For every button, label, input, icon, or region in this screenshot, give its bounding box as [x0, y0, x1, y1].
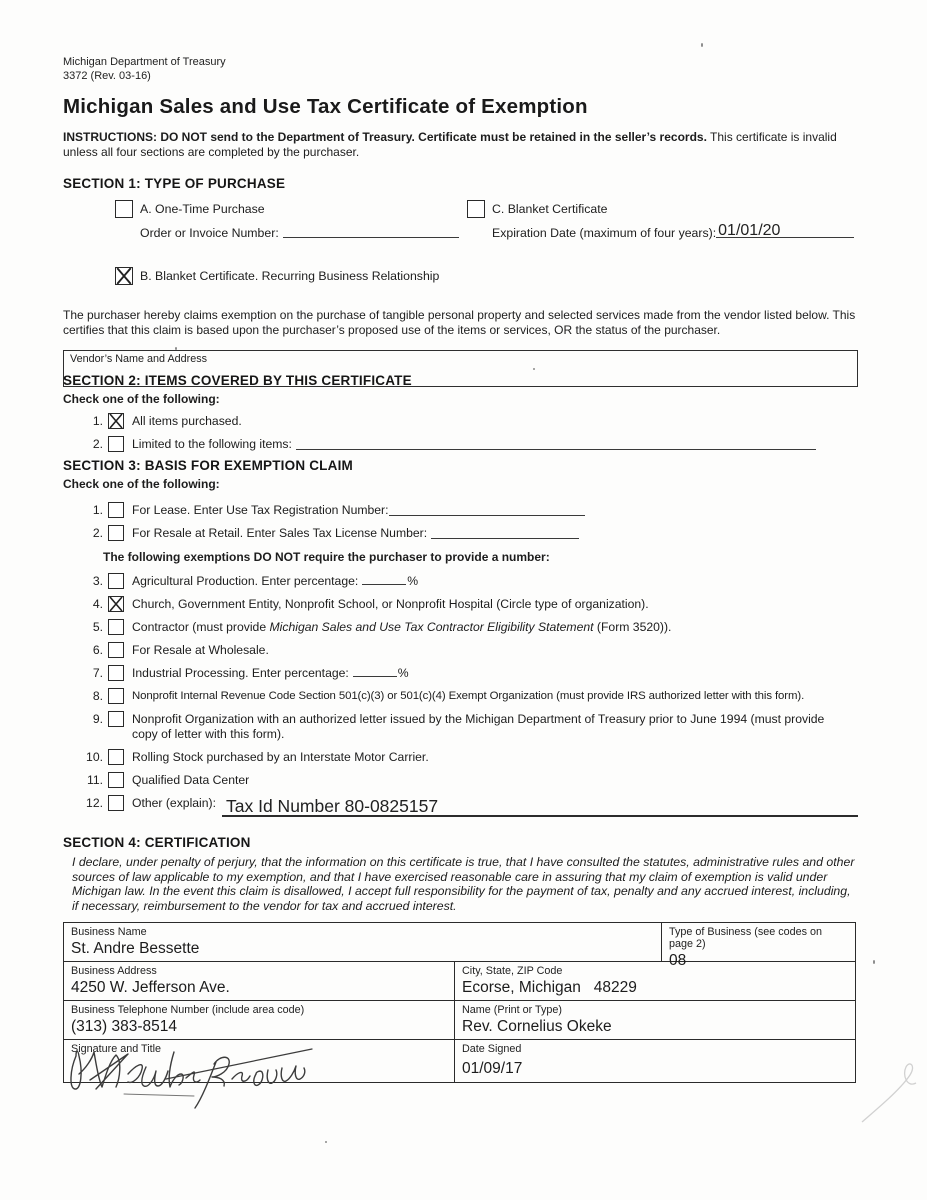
business-address-field[interactable]: Business Address 4250 W. Jefferson Ave.	[64, 962, 454, 1000]
name-print-field[interactable]: Name (Print or Type) Rev. Cornelius Okeke	[454, 1001, 855, 1039]
checkbox-industrial[interactable]	[108, 665, 124, 681]
sales-tax-license-field[interactable]	[431, 525, 579, 539]
order-invoice-label: Order or Invoice Number:	[140, 226, 279, 240]
expiration-date-field[interactable]	[716, 224, 854, 238]
section-4-heading: SECTION 4: CERTIFICATION	[63, 835, 251, 850]
telephone-field[interactable]: Business Telephone Number (include area code) (313) 383-8514	[64, 1001, 454, 1039]
use-tax-registration-field[interactable]	[389, 502, 585, 516]
s3-item-resale-retail: 2. For Resale at Retail. Enter Sales Tax License Number:	[63, 525, 858, 541]
vendor-box-label: Vendor’s Name and Address	[70, 353, 208, 365]
checkbox-nonprofit-501c[interactable]	[108, 688, 124, 704]
expiration-date-label: Expiration Date (maximum of four years):	[492, 226, 717, 240]
s3-item-industrial: 7. Industrial Processing. Enter percentage: %	[92, 666, 409, 680]
checkbox-resale-retail[interactable]	[108, 525, 124, 541]
section-3-check-instruction: Check one of the following:	[63, 477, 220, 491]
telephone-value: (313) 383-8514	[71, 1018, 177, 1036]
checkbox-one-time-purchase[interactable]	[115, 200, 133, 218]
section-2-check-instruction: Check one of the following:	[63, 392, 220, 406]
certification-table	[63, 922, 856, 1083]
city-state-zip-field[interactable]: City, State, ZIP Code Ecorse, Michigan 48229	[454, 962, 855, 1000]
signature-field[interactable]: Signature and Title	[64, 1040, 454, 1082]
type-of-business-value: 08	[669, 952, 687, 970]
form-number: 3372 (Rev. 03-16)	[63, 69, 151, 82]
business-address-value: 4250 W. Jefferson Ave.	[71, 979, 230, 997]
s3-item-church-government: 4. Church, Government Entity, Nonprofit School, or Nonprofit Hospital (Circle type of organization).	[92, 597, 649, 611]
limited-items-field[interactable]	[296, 436, 816, 450]
s2-item-all-items: 1. All items purchased.	[92, 414, 242, 428]
checkbox-resale-wholesale[interactable]	[108, 642, 124, 658]
s3-item-rolling-stock: 10. Rolling Stock purchased by an Interstate Motor Carrier.	[86, 750, 429, 764]
name-print-value: Rev. Cornelius Okeke	[462, 1018, 612, 1036]
s3-item-nonprofit-501c: 8. Nonprofit Internal Revenue Code Section 501(c)(3) or 501(c)(4) Exempt Organization (must provide IRS authorized letter with this form).	[92, 689, 805, 703]
checkbox-rolling-stock[interactable]	[108, 749, 124, 765]
s3-item-other: 12. Other (explain): Tax Id Number 80-0825157	[63, 795, 858, 817]
business-name-field[interactable]: Business Name St. Andre Bessette	[64, 923, 661, 961]
s3-item-lease: 1. For Lease. Enter Use Tax Registration Number:	[63, 502, 858, 518]
scan-speck	[175, 347, 177, 350]
form-title: Michigan Sales and Use Tax Certificate of Exemption	[63, 95, 588, 118]
handwritten-signature	[66, 1042, 376, 1114]
s2-item-label: Limited to the following items:	[132, 437, 292, 451]
checkbox-data-center[interactable]	[108, 772, 124, 788]
table-row	[64, 961, 855, 1000]
business-name-value: St. Andre Bessette	[71, 940, 200, 958]
pen-squiggle-artifact	[860, 1058, 926, 1130]
form-instructions	[63, 130, 858, 160]
other-explain-field[interactable]	[222, 795, 858, 817]
option-a-label: A. One-Time Purchase	[140, 202, 265, 216]
checkbox-limited-items[interactable]	[108, 436, 124, 452]
scan-speck	[533, 368, 535, 370]
checkbox-contractor[interactable]	[108, 619, 124, 635]
type-of-business-field[interactable]: Type of Business (see codes on page 2) 08	[661, 923, 855, 961]
checkbox-church-government[interactable]	[108, 596, 124, 612]
no-number-note: The following exemptions DO NOT require the purchaser to provide a number:	[103, 550, 550, 564]
city-state-zip-value: Ecorse, Michigan 48229	[462, 979, 637, 997]
table-row	[64, 1000, 855, 1039]
table-row	[64, 1039, 855, 1082]
claim-paragraph: The purchaser hereby claims exemption on the purchase of tangible personal property and selected services made from the vendor listed below. This certifies that this claim is based upon the purchaser’s proposed use of the items or services, OR the status of the purchaser.	[63, 308, 856, 337]
instructions-bold: INSTRUCTIONS: DO NOT send to the Department of Treasury. Certificate must be retained in the seller’s records.	[63, 130, 707, 144]
section-3-heading: SECTION 3: BASIS FOR EXEMPTION CLAIM	[63, 458, 353, 473]
section-3	[63, 458, 858, 824]
date-signed-value: 01/09/17	[462, 1060, 523, 1078]
certification-declaration: I declare, under penalty of perjury, that the information on this certificate is true, that I have consulted the statutes, administrative rules and other sources of law applicable to my exemption, and that I have exercised reasonable care in assuring that my claim of exemption is valid under Michigan law. In the event this claim is disallowed, I accept full responsibility for the payment of tax, penalty and any accrued interest, including, if necessary, reimbursement to the vendor for tax and accrued interest.	[72, 855, 855, 913]
section-1-heading: SECTION 1: TYPE OF PURCHASE	[63, 176, 286, 191]
checkbox-for-lease[interactable]	[108, 502, 124, 518]
agency-name: Michigan Department of Treasury	[63, 56, 226, 68]
s2-item-label: All items purchased.	[132, 414, 242, 428]
expiration-date-value: 01/01/20	[718, 222, 781, 239]
section-4	[63, 835, 858, 1083]
form-header-meta	[63, 56, 858, 83]
order-invoice-field[interactable]	[283, 224, 459, 238]
checkbox-blanket-recurring[interactable]	[115, 267, 133, 285]
s3-item-contractor: 5. Contractor (must provide Michigan Sales and Use Tax Contractor Eligibility Statement (Form 3520)).	[92, 620, 672, 634]
scan-speck	[873, 960, 875, 964]
checkbox-all-items[interactable]	[108, 413, 124, 429]
section-2-heading: SECTION 2: ITEMS COVERED BY THIS CERTIFICATE	[63, 373, 412, 388]
option-a	[115, 200, 467, 240]
checkbox-nonprofit-1994[interactable]	[108, 711, 124, 727]
scan-speck	[701, 43, 703, 47]
checkbox-other[interactable]	[108, 795, 124, 811]
option-c	[467, 200, 858, 240]
s3-item-agricultural: 3. Agricultural Production. Enter percentage: %	[92, 574, 419, 588]
s3-item-nonprofit-1994: 9. Nonprofit Organization with an authorized letter issued by the Michigan Department of Treasury prior to June 1994 (must provide copy of letter with this form).	[92, 712, 825, 741]
agricultural-percentage-field[interactable]	[362, 573, 406, 585]
section-2	[63, 373, 858, 459]
table-row	[64, 923, 855, 970]
date-signed-field[interactable]: Date Signed 01/09/17	[454, 1040, 855, 1082]
scan-speck	[325, 1141, 327, 1143]
instructions-regular: This certificate is invalid unless all four sections are completed by the purchaser.	[63, 130, 837, 159]
section-1	[63, 176, 858, 387]
option-b-label: B. Blanket Certificate. Recurring Business Relationship	[140, 269, 440, 283]
option-c-label: C. Blanket Certificate	[492, 202, 608, 216]
checkbox-blanket-certificate[interactable]	[467, 200, 485, 218]
industrial-percentage-field[interactable]	[353, 665, 397, 677]
checkbox-agricultural[interactable]	[108, 573, 124, 589]
s3-item-data-center: 11. Qualified Data Center	[86, 773, 250, 787]
other-explain-value: Tax Id Number 80-0825157	[226, 796, 439, 816]
s3-item-resale-wholesale: 6. For Resale at Wholesale.	[92, 643, 269, 657]
s2-item-limited: 2. Limited to the following items:	[63, 436, 858, 452]
